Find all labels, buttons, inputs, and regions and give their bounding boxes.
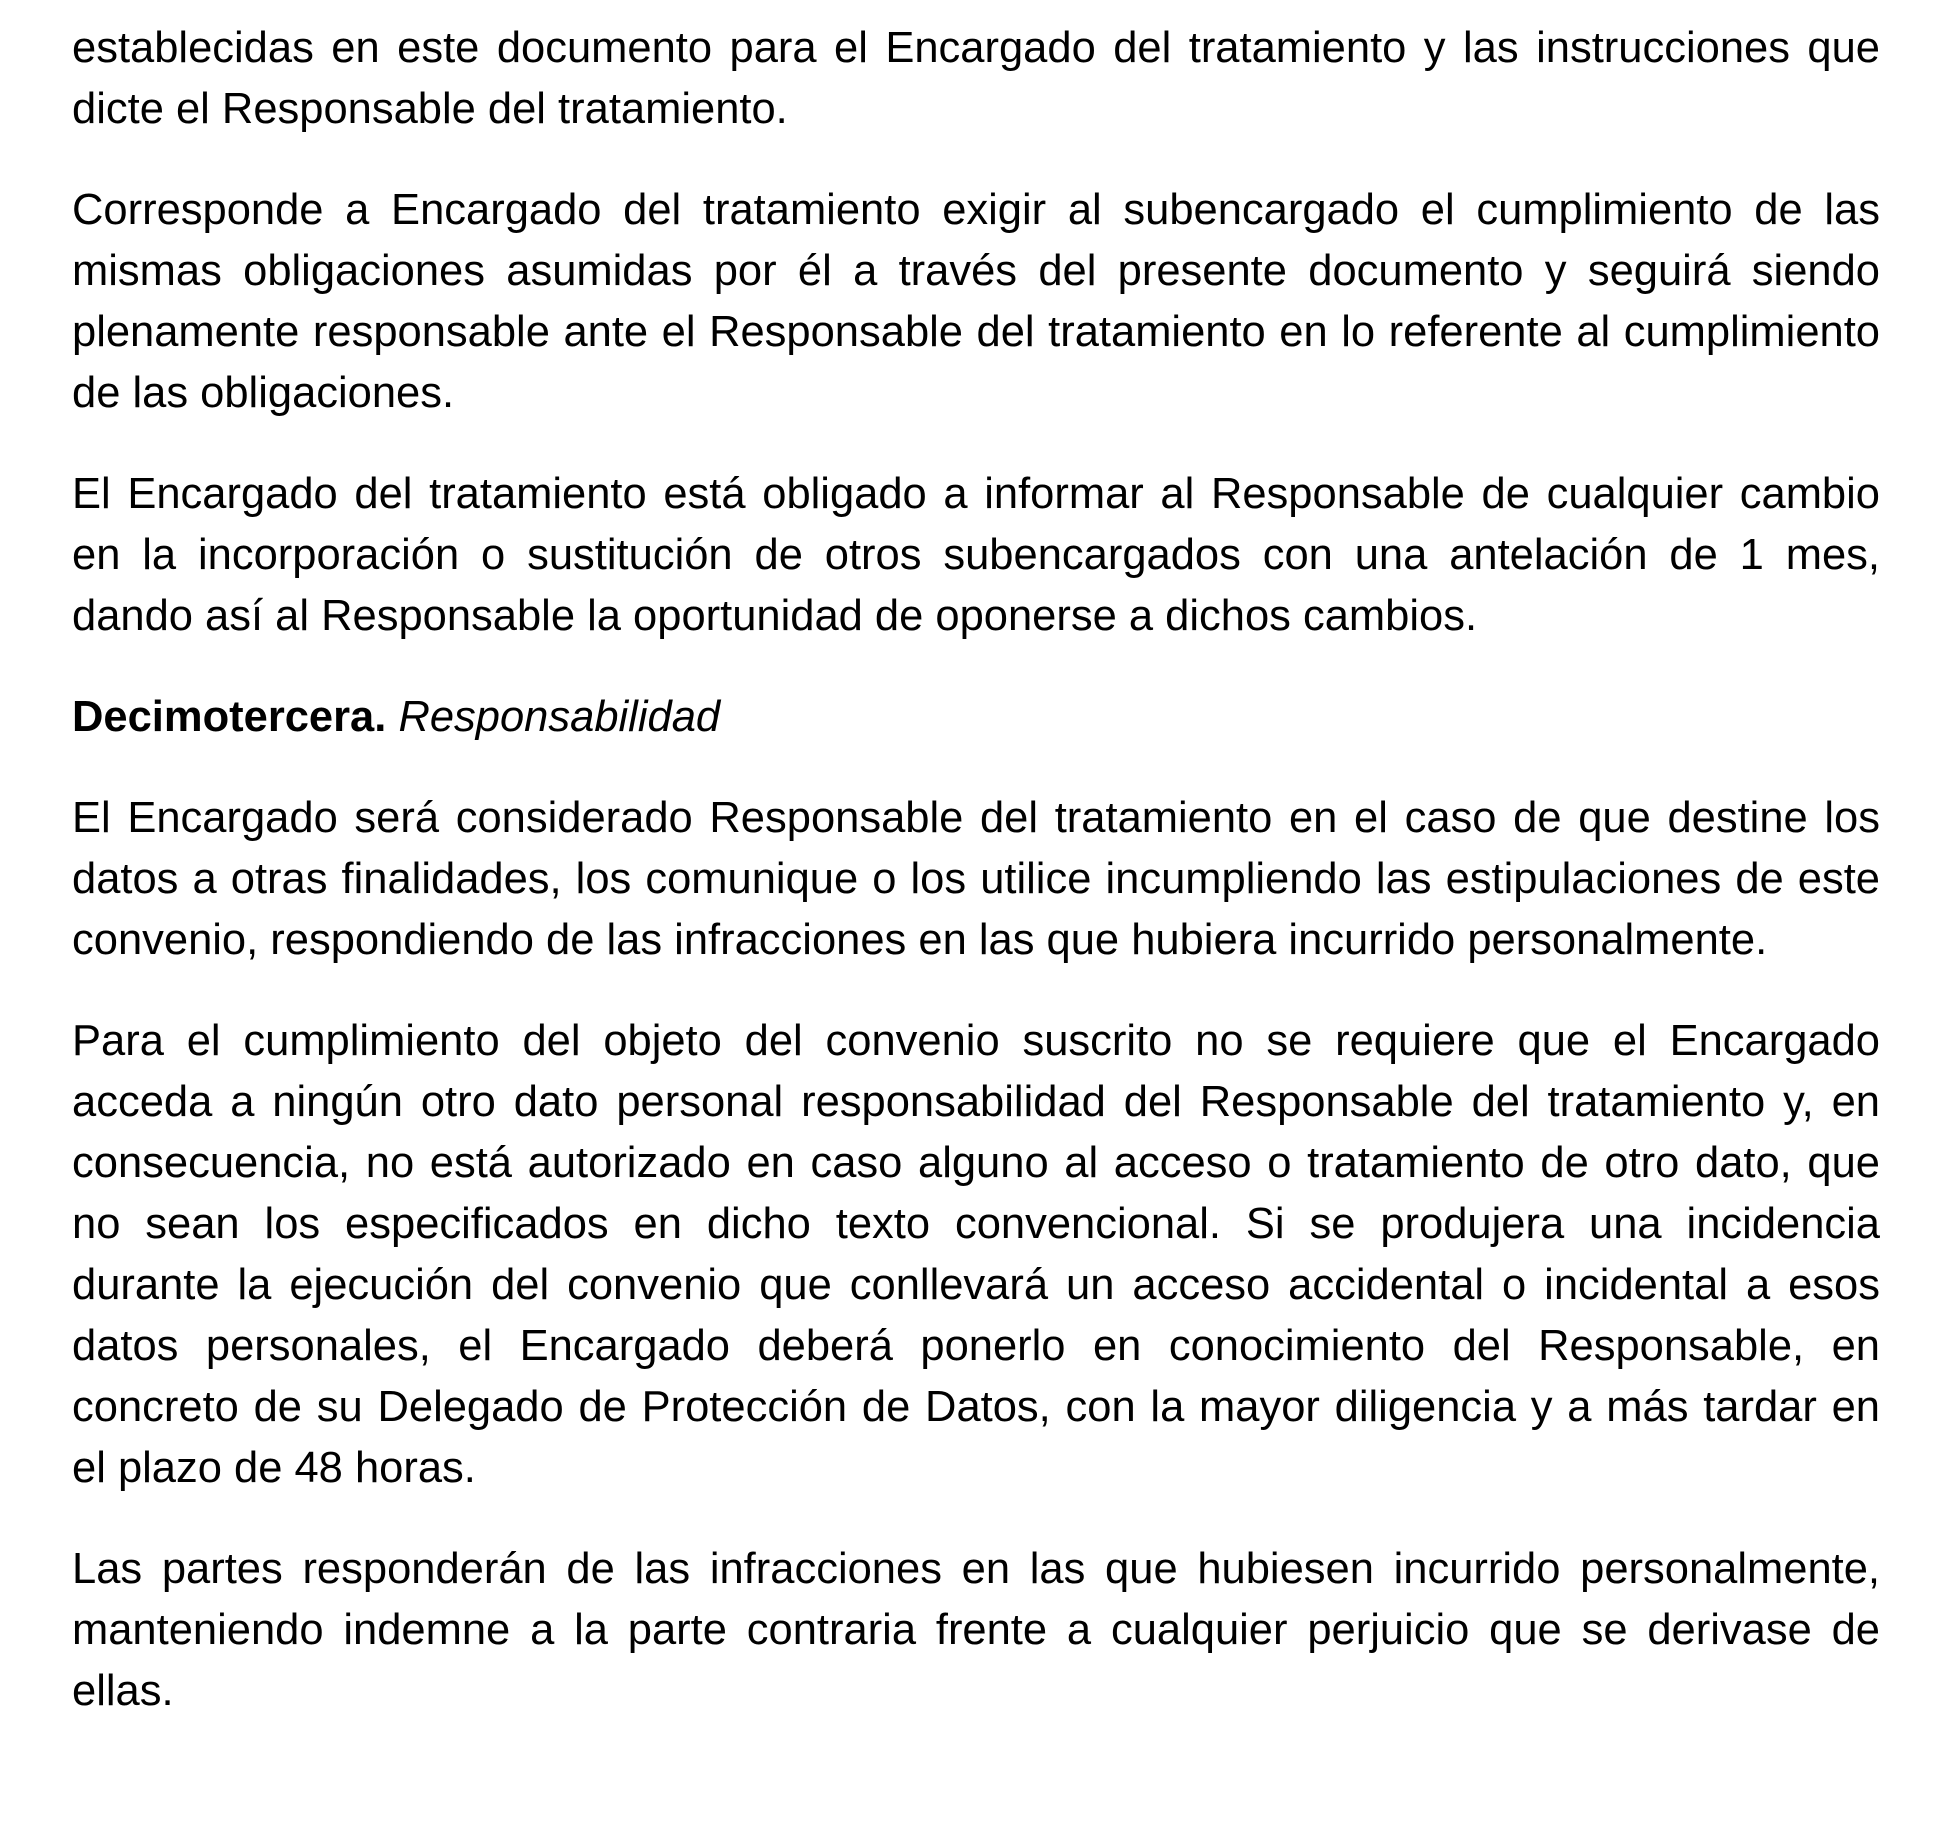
paragraph-subencargado-obligaciones: Corresponde a Encargado del tratamiento exigir al subencargado el cumplimiento de las mismas obligaciones asumidas por él a través del presente documento y seguirá siendo plenamente responsable ante el Responsable del tratamiento en lo referente al cumplimiento de las obligaciones. — [72, 186, 1880, 417]
paragraph-instrucciones: establecidas en este documento para el Encargado del tratamiento y las instrucciones que dicte el Responsable del tratamiento. — [72, 24, 1880, 133]
section-number: Decimotercera. — [72, 693, 387, 741]
paragraph-responsable-finalidades: El Encargado será considerado Responsable del tratamiento en el caso de que destine los datos a otras finalidades, los comunique o los utilice incumpliendo las estipulaciones de este convenio, respondiendo de las infracciones en las que hubiera incurrido personalmente. — [72, 794, 1880, 964]
document-page — [72, 18, 1880, 1762]
paragraph-partes-infracciones: Las partes responderán de las infracciones en las que hubiesen incurrido personalmente, manteniendo indemne a la parte contraria frente a cualquier perjuicio que se derivase de ellas. — [72, 1545, 1880, 1715]
section-heading — [72, 687, 1880, 748]
paragraph-acceso-datos: Para el cumplimiento del objeto del convenio suscrito no se requiere que el Encargado acceda a ningún otro dato personal responsabilidad del Responsable del tratamiento y, en consecuencia, no está autorizado en caso alguno al acceso o tratamiento de otro dato, que no sean los especificados en dicho texto convencional. Si se produjera una incidencia durante la ejecución del convenio que conllevará un acceso accidental o incidental a esos datos personales, el Encargado deberá ponerlo en conocimiento del Responsable, en concreto de su Delegado de Protección de Datos, con la mayor diligencia y a más tardar en el plazo de 48 horas. — [72, 1017, 1880, 1492]
paragraph-informar-cambios: El Encargado del tratamiento está obligado a informar al Responsable de cualquier cambio en la incorporación o sustitución de otros subencargados con una antelación de 1 mes, dando así al Responsable la oportunidad de oponerse a dichos cambios. — [72, 470, 1880, 640]
section-title: Responsabilidad — [398, 693, 721, 741]
